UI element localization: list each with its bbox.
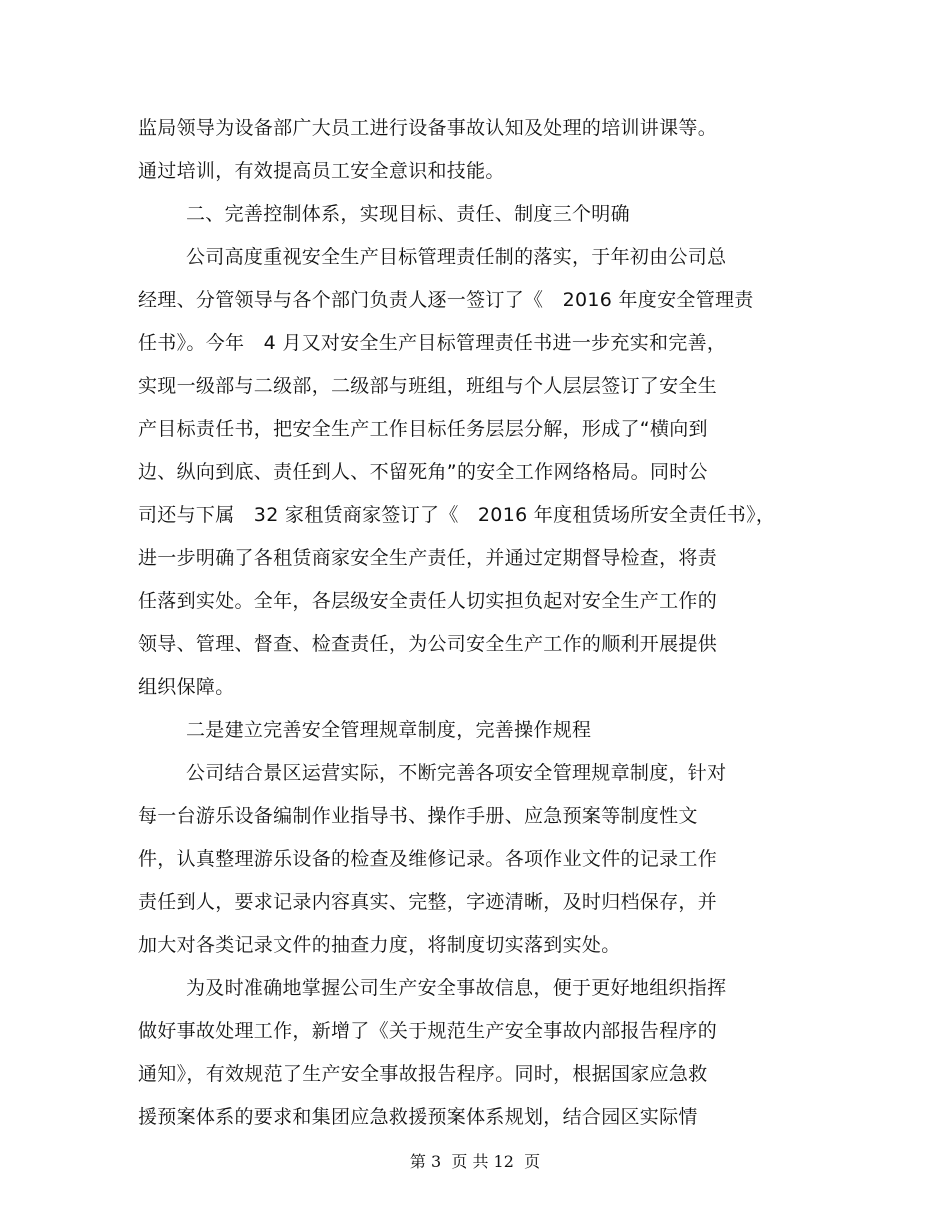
body-line-7: 实现一级部与二级部，二级部与班组，班组与个人层层签订了安全生 (138, 375, 718, 397)
body-line-10: 司还与下属 32 家租赁商家签订了《 2016 年度租赁场所安全责任书》， (138, 504, 776, 526)
body-line-13: 领导、管理、督查、检查责任，为公司安全生产工作的顺利开展提供 (138, 633, 718, 655)
body-line-11: 进一步明确了各租赁商家安全生产责任，并通过定期督导检查，将责 (138, 547, 718, 569)
body-line-23: 通知》，有效规范了生产安全事故报告程序。同时，根据国家应急救 (138, 1063, 708, 1085)
body-line-24: 援预案体系的要求和集团应急救援预案体系规划，结合园区实际情 (138, 1106, 698, 1128)
body-line-8: 产目标责任书，把安全生产工作目标任务层层分解，形成了“横向到 (138, 418, 708, 440)
body-line-17: 每一台游乐设备编制作业指导书、操作手册、应急预案等制度性文 (138, 805, 698, 827)
body-line-12: 任落到实处。全年，各层级安全责任人切实担负起对安全生产工作的 (138, 590, 718, 612)
body-line-22: 做好事故处理工作，新增了《关于规范生产安全事故内部报告程序的 (138, 1020, 718, 1042)
section-heading-regulations: 二是建立完善安全管理规章制度，完善操作规程 (186, 719, 592, 741)
body-line-2: 通过培训，有效提高员工安全意识和技能。 (138, 160, 505, 182)
body-line-16: 公司结合景区运营实际，不断完善各项安全管理规章制度，针对 (186, 762, 727, 784)
body-line-9: 边、纵向到底、责任到人、不留死角”的安全工作网络格局。同时公 (138, 461, 708, 483)
body-line-19: 责任到人，要求记录内容真实、完整，字迹清晰，及时归档保存，并 (138, 891, 718, 913)
body-line-6: 任书》。今年 4 月又对安全生产目标管理责任书进一步充实和完善， (138, 332, 727, 354)
body-line-20: 加大对各类记录文件的抽查力度，将制度切实落到实处。 (138, 934, 621, 956)
body-line-1: 监局领导为设备部广大员工进行设备事故认知及处理的培训讲课等。 (138, 117, 718, 139)
section-heading-control-system: 二、完善控制体系，实现目标、责任、制度三个明确 (186, 203, 630, 225)
body-line-4: 公司高度重视安全生产目标管理责任制的落实，于年初由公司总 (186, 246, 727, 268)
body-line-5: 经理、分管领导与各个部门负责人逐一签订了《 2016 年度安全管理责 (138, 289, 754, 311)
page-number-footer: 第 3 页 共 12 页 (409, 1152, 541, 1171)
body-line-21: 为及时准确地掌握公司生产安全事故信息，便于更好地组织指挥 (186, 977, 727, 999)
body-line-14: 组织保障。 (138, 676, 235, 698)
body-line-18: 件，认真整理游乐设备的检查及维修记录。各项作业文件的记录工作 (138, 848, 718, 870)
